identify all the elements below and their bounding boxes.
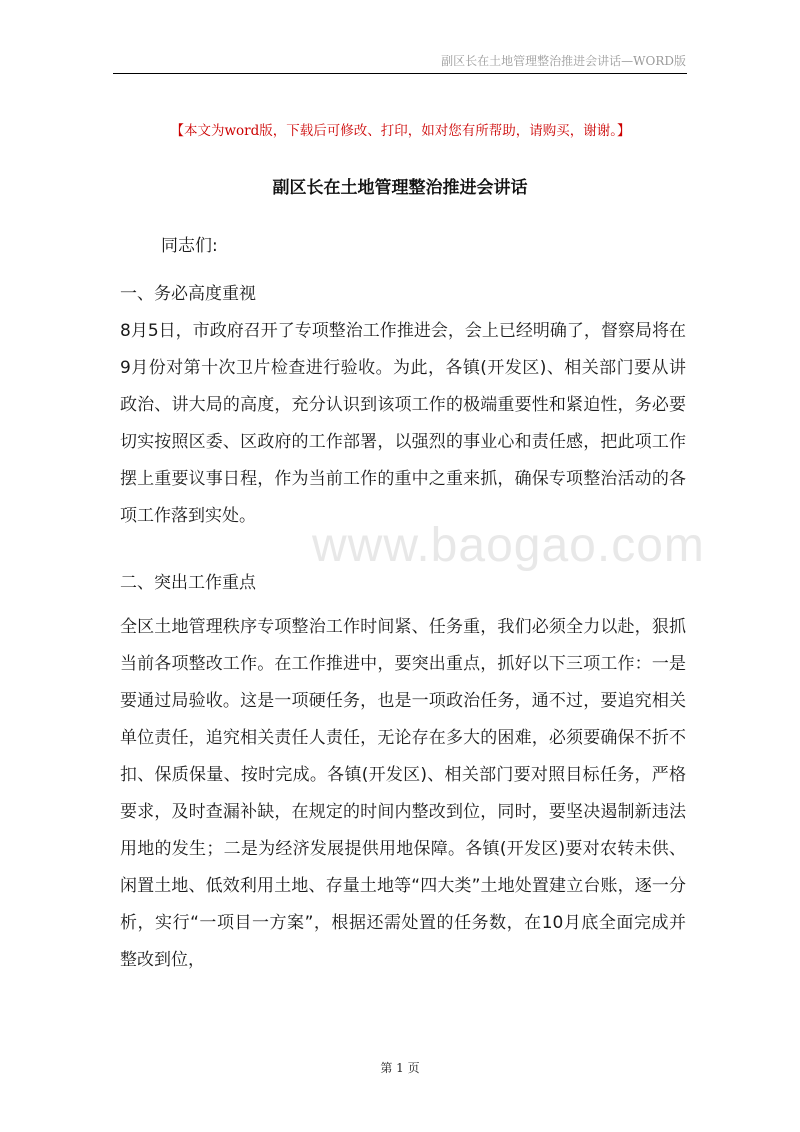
page-number: 第 1 页 bbox=[380, 1061, 420, 1075]
watermark: www.baogao.com bbox=[312, 519, 705, 572]
section-2-paragraph: 全区土地管理秩序专项整治工作时间紧、任务重，我们必须全力以赴，狠抓当前各项整改工作。在工作推进中，要突出重点，抓好以下三项工作：一是要通过局验收。这是一项硬任务，也是一项政治任务，通不过，要追究相关单位责任，追究相关责任人责任，无论存在多大的困难，必须要确保不折不扣、保质保量、按时完成。各镇(开发区)、相关部门要对照目标任务，严格要求，及时查漏补缺，在规定的时间内整改到位，同时，要坚决遏制新违法用地的发生；二是为经济发展提供用地保障。各镇(开发区)要对农转未供、闲置土地、低效利用土地、存量土地等“四大类”土地处置建立台账，逐一分析，实行“一项目一方案”，根据还需处置的任务数，在10月底全面完成并整改到位， bbox=[120, 617, 686, 970]
running-header: 副区长在土地管理整治推进会讲话—WORD版 bbox=[441, 54, 686, 68]
section-2-heading: 二、突出工作重点 bbox=[120, 573, 256, 593]
salutation: 同志们: bbox=[161, 236, 218, 256]
header-divider bbox=[113, 73, 687, 74]
section-1-paragraph: 8月5日，市政府召开了专项整治工作推进会，会上已经明确了，督察局将在9月份对第十次卫片检查进行验收。为此，各镇(开发区)、相关部门要从讲政治、讲大局的高度，充分认识到该项工作的极端重要性和紧迫性，务必要切实按照区委、区政府的工作部署，以强烈的事业心和责任感，把此项工作摆上重要议事日程，作为当前工作的重中之重来抓，确保专项整治活动的各项工作落到实处。 bbox=[120, 321, 686, 526]
document-title: 副区长在土地管理整治推进会讲话 bbox=[272, 178, 528, 198]
section-1-heading: 一、务必高度重视 bbox=[120, 284, 256, 304]
purchase-notice: 【本文为word版，下载后可修改、打印，如对您有所帮助，请购买，谢谢。】 bbox=[170, 123, 631, 139]
